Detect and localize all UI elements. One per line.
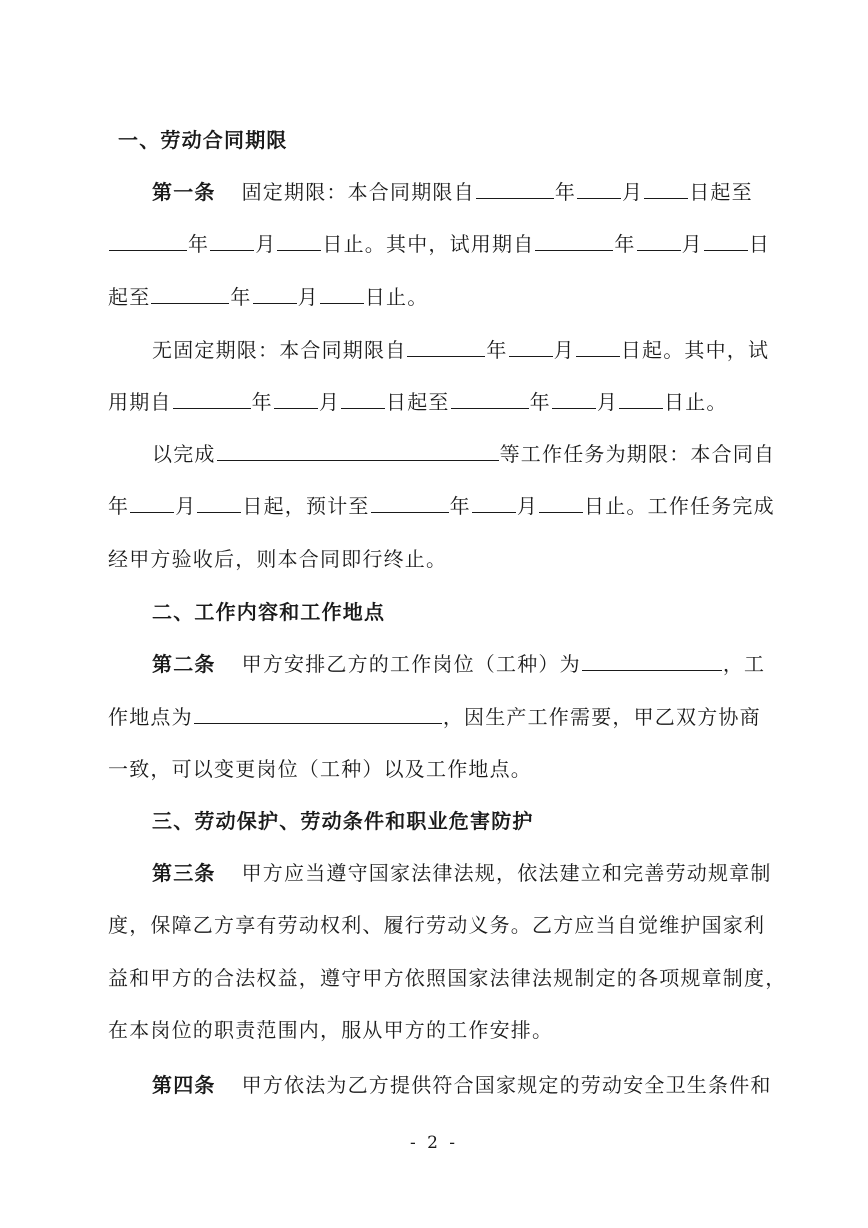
blank-field[interactable]: [451, 388, 529, 409]
blank-field[interactable]: [472, 492, 516, 513]
blank-field[interactable]: [539, 492, 583, 513]
blank-field[interactable]: [582, 650, 722, 671]
blank-field[interactable]: [253, 283, 297, 304]
blank-field[interactable]: [637, 230, 681, 251]
article-2-line-2: 作地点为 ，因生产工作需要，甲乙双方协商: [108, 705, 761, 729]
blank-field[interactable]: [274, 388, 318, 409]
article-3-line-3: 益和甲方的合法权益，遵守甲方依照国家法律法规制定的各项规章制度，: [108, 966, 787, 990]
article-4-line-1: 第四条 甲方依法为乙方提供符合国家规定的劳动安全卫生条件和: [152, 1073, 772, 1097]
task-term-line-2: 年 月 日起，预计至 年 月 日止。工作任务完成: [108, 494, 775, 518]
blank-field[interactable]: [109, 230, 187, 251]
blank-field[interactable]: [173, 388, 251, 409]
blank-field[interactable]: [210, 230, 254, 251]
article-1-line-3: 起至 年 月 日止。: [108, 285, 429, 309]
section-heading-2: 二、工作内容和工作地点: [152, 600, 386, 624]
blank-field[interactable]: [476, 178, 554, 199]
task-term-line-3: 经甲方验收后，则本合同即行终止。: [108, 547, 448, 571]
article-3-line-1: 第三条 甲方应当遵守国家法律法规，依法建立和完善劳动规章制: [152, 861, 772, 885]
blank-field[interactable]: [151, 283, 229, 304]
blank-field[interactable]: [577, 178, 621, 199]
blank-field[interactable]: [277, 230, 321, 251]
blank-field[interactable]: [535, 230, 613, 251]
article-1-line-1: 第一条 固定期限：本合同期限自 年 月 日起至: [152, 180, 753, 204]
blank-field[interactable]: [320, 283, 364, 304]
blank-field[interactable]: [130, 492, 174, 513]
article-1-label: 第一条: [152, 180, 216, 204]
blank-field[interactable]: [704, 230, 748, 251]
no-fixed-term-line-2: 用期自 年 月 日起至 年 月 日止。: [108, 390, 728, 414]
blank-field[interactable]: [197, 492, 241, 513]
no-fixed-term-line-1: 无固定期限：本合同期限自 年 月 日起。其中，试: [152, 338, 770, 362]
section-heading-3: 三、劳动保护、劳动条件和职业危害防护: [152, 809, 534, 833]
blank-field[interactable]: [509, 336, 553, 357]
article-3-line-4: 在本岗位的职责范围内，服从甲方的工作安排。: [108, 1018, 554, 1042]
article-2-line-3: 一致，可以变更岗位（工种）以及工作地点。: [108, 757, 532, 781]
blank-field[interactable]: [644, 178, 688, 199]
article-4-label: 第四条: [152, 1073, 216, 1097]
blank-field[interactable]: [217, 440, 499, 461]
task-term-line-1: 以完成 等工作任务为期限：本合同自: [152, 442, 776, 466]
article-3-line-2: 度，保障乙方享有劳动权利、履行劳动义务。乙方应当自觉维护国家利: [108, 913, 766, 937]
blank-field[interactable]: [371, 492, 449, 513]
article-3-label: 第三条: [152, 861, 216, 885]
article-2-line-1: 第二条 甲方安排乙方的工作岗位（工种）为 ，工: [152, 652, 766, 676]
blank-field[interactable]: [407, 336, 485, 357]
section-heading-1: 一、劳动合同期限: [118, 128, 288, 152]
blank-field[interactable]: [341, 388, 385, 409]
blank-field[interactable]: [552, 388, 596, 409]
blank-field[interactable]: [194, 703, 442, 724]
blank-field[interactable]: [576, 336, 620, 357]
blank-field[interactable]: [619, 388, 663, 409]
page-number: - 2 -: [409, 1133, 459, 1153]
article-2-label: 第二条: [152, 652, 216, 676]
article-1-line-2: 年 月 日止。其中，试用期自 年 月 日: [108, 230, 770, 258]
